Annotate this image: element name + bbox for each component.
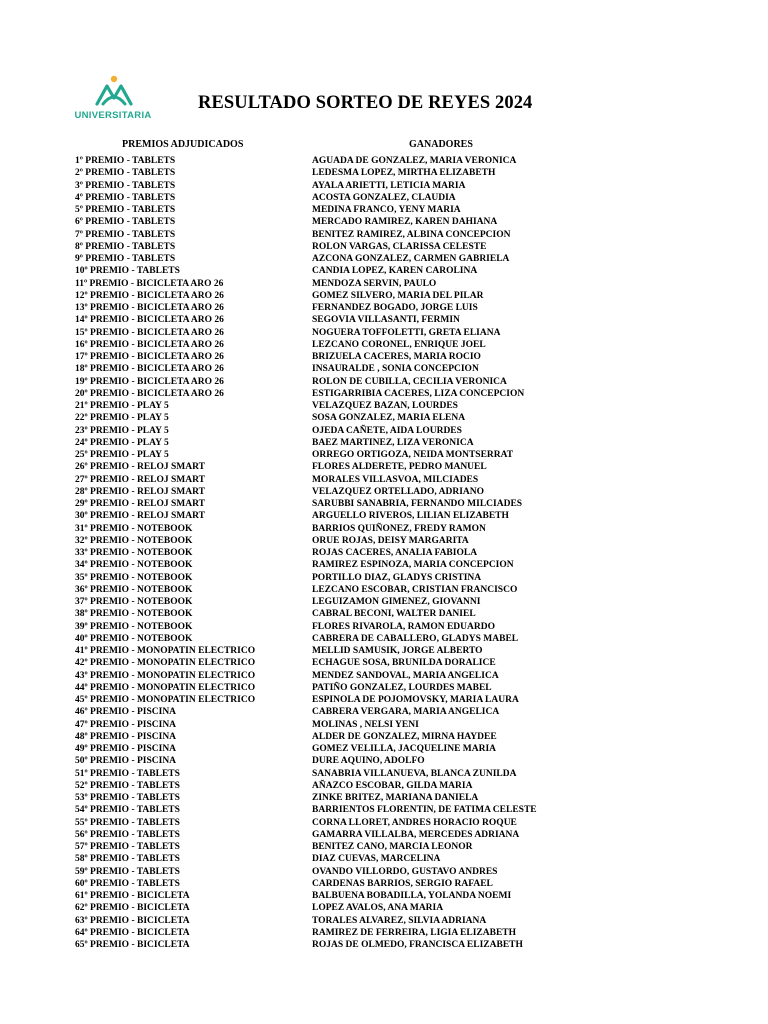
list-item: [0, 804, 768, 816]
prize-label: 56º PREMIO - TABLETS: [75, 829, 180, 840]
list-item: [0, 376, 768, 388]
winner-name: AZCONA GONZALEZ, CARMEN GABRIELA: [312, 254, 510, 264]
list-item: [0, 400, 768, 412]
list-item: [0, 204, 768, 216]
list-item: [0, 780, 768, 792]
winner-name: CANDIA LOPEZ, KAREN CAROLINA: [312, 266, 478, 277]
prize-label: 45º PREMIO - MONOPATIN ELECTRICO: [75, 695, 256, 705]
prize-label: 29º PREMIO - RELOJ SMART: [75, 499, 205, 509]
prize-label: 23º PREMIO - PLAY 5: [75, 425, 169, 436]
list-item: [0, 327, 768, 339]
results-list: [0, 155, 768, 951]
list-item: [0, 841, 768, 853]
prize-label: 35º PREMIO - NOTEBOOK: [75, 572, 193, 583]
prize-label: 62º PREMIO - BICICLETA: [75, 903, 190, 914]
winner-name: TORALES ALVAREZ, SILVIA ADRIANA: [312, 915, 487, 926]
winner-name: CABRERA VERGARA, MARIA ANGELICA: [312, 707, 500, 718]
winner-name: SEGOVIA VILLASANTI, FERMIN: [312, 315, 460, 326]
prize-label: 59º PREMIO - TABLETS: [75, 866, 180, 877]
winner-name: ROJAS DE OLMEDO, FRANCISCA ELIZABETH: [312, 940, 523, 950]
prize-label: 16º PREMIO - BICICLETA ARO 26: [75, 339, 224, 350]
list-item: [0, 559, 768, 571]
prize-label: 4º PREMIO - TABLETS: [75, 192, 176, 203]
list-item: [0, 278, 768, 290]
list-item: [0, 829, 768, 841]
column-header-winners: GANADORES: [409, 139, 473, 150]
prize-label: 46º PREMIO - PISCINA: [75, 707, 177, 718]
list-item: [0, 890, 768, 902]
list-item: [0, 351, 768, 363]
prize-label: 3º PREMIO - TABLETS: [75, 180, 176, 191]
list-item: [0, 866, 768, 878]
prize-label: 1º PREMIO - TABLETS: [75, 156, 176, 166]
winner-name: CORNA LLORET, ANDRES HORACIO ROQUE: [312, 817, 517, 828]
winner-name: BALBUENA BOBADILLA, YOLANDA NOEMI: [312, 891, 512, 901]
prize-label: 61º PREMIO - BICICLETA: [75, 891, 190, 901]
winner-name: BARRIENTOS FLORENTIN, DE FATIMA CELESTE: [312, 805, 537, 816]
list-item: [0, 902, 768, 914]
list-item: [0, 817, 768, 829]
prize-label: 11º PREMIO - BICICLETA ARO 26: [75, 278, 224, 289]
prize-label: 6º PREMIO - TABLETS: [75, 217, 176, 228]
list-item: [0, 645, 768, 657]
list-item: [0, 363, 768, 375]
list-item: [0, 584, 768, 596]
winner-name: ROLON VARGAS, CLARISSA CELESTE: [312, 241, 487, 252]
prize-label: 22º PREMIO - PLAY 5: [75, 413, 169, 424]
prize-label: 42º PREMIO - MONOPATIN ELECTRICO: [75, 658, 256, 669]
winner-name: LEDESMA LOPEZ, MIRTHA ELIZABETH: [312, 168, 496, 179]
prize-label: 38º PREMIO - NOTEBOOK: [75, 609, 193, 620]
list-item: [0, 265, 768, 277]
prize-label: 60º PREMIO - TABLETS: [75, 878, 180, 889]
prize-label: 33º PREMIO - NOTEBOOK: [75, 548, 193, 558]
universitaria-logo: [70, 74, 160, 124]
winner-name: GOMEZ SILVERO, MARIA DEL PILAR: [312, 290, 484, 301]
prize-label: 55º PREMIO - TABLETS: [75, 817, 180, 828]
prize-label: 19º PREMIO - BICICLETA ARO 26: [75, 376, 224, 387]
winner-name: BENITEZ CANO, MARCIA LEONOR: [312, 842, 473, 852]
list-item: [0, 596, 768, 608]
prize-label: 44º PREMIO - MONOPATIN ELECTRICO: [75, 682, 256, 693]
winner-name: ARGUELLO RIVEROS, LILIAN ELIZABETH: [312, 511, 509, 522]
list-item: [0, 878, 768, 890]
list-item: [0, 167, 768, 179]
list-item: [0, 621, 768, 633]
winner-name: SOSA GONZALEZ, MARIA ELENA: [312, 413, 466, 424]
winner-name: ROLON DE CUBILLA, CECILIA VERONICA: [312, 376, 507, 387]
logo-text: UNIVERSITARIA: [74, 110, 152, 121]
prize-label: 27º PREMIO - RELOJ SMART: [75, 474, 205, 485]
winner-name: LOPEZ AVALOS, ANA MARIA: [312, 903, 444, 914]
prize-label: 31º PREMIO - NOTEBOOK: [75, 523, 193, 534]
winner-name: ORREGO ORTIGOZA, NEIDA MONTSERRAT: [312, 450, 514, 460]
list-item: [0, 731, 768, 743]
winner-name: MELLID SAMUSIK, JORGE ALBERTO: [312, 646, 483, 656]
prize-label: 54º PREMIO - TABLETS: [75, 805, 180, 816]
winner-name: CABRERA DE CABALLERO, GLADYS MABEL: [312, 633, 519, 644]
prize-label: 37º PREMIO - NOTEBOOK: [75, 597, 193, 607]
prize-label: 39º PREMIO - NOTEBOOK: [75, 621, 193, 632]
prize-label: 8º PREMIO - TABLETS: [75, 241, 176, 252]
list-item: [0, 694, 768, 706]
prize-label: 48º PREMIO - PISCINA: [75, 731, 177, 742]
list-item: [0, 155, 768, 167]
winner-name: MEDINA FRANCO, YENY MARIA: [312, 205, 461, 215]
list-item: [0, 425, 768, 437]
list-item: [0, 572, 768, 584]
prize-label: 30º PREMIO - RELOJ SMART: [75, 511, 205, 522]
list-item: [0, 241, 768, 253]
prize-label: 24º PREMIO - PLAY 5: [75, 437, 169, 448]
winner-name: LEGUIZAMON GIMENEZ, GIOVANNI: [312, 597, 481, 607]
list-item: [0, 229, 768, 241]
prize-label: 18º PREMIO - BICICLETA ARO 26: [75, 364, 224, 375]
winner-name: AÑAZCO ESCOBAR, GILDA MARIA: [312, 780, 473, 791]
winner-name: GAMARRA VILLALBA, MERCEDES ADRIANA: [312, 829, 520, 840]
prize-label: 65º PREMIO - BICICLETA: [75, 940, 190, 950]
winner-name: FERNANDEZ BOGADO, JORGE LUIS: [312, 303, 478, 313]
list-item: [0, 755, 768, 767]
list-item: [0, 180, 768, 192]
list-item: [0, 412, 768, 424]
winner-name: BRIZUELA CACERES, MARIA ROCIO: [312, 352, 481, 362]
list-item: [0, 915, 768, 927]
list-item: [0, 547, 768, 559]
prize-label: 57º PREMIO - TABLETS: [75, 842, 180, 852]
prize-label: 25º PREMIO - PLAY 5: [75, 450, 169, 460]
winner-name: ORUE ROJAS, DEISY MARGARITA: [312, 535, 469, 546]
list-item: [0, 743, 768, 755]
winner-name: ESTIGARRIBIA CACERES, LIZA CONCEPCION: [312, 388, 525, 399]
prize-label: 21º PREMIO - PLAY 5: [75, 401, 169, 411]
list-item: [0, 927, 768, 939]
winner-name: PORTILLO DIAZ, GLADYS CRISTINA: [312, 572, 482, 583]
winner-name: CABRAL BECONI, WALTER DANIEL: [312, 609, 476, 620]
winner-name: NOGUERA TOFFOLETTI, GRETA ELIANA: [312, 327, 501, 338]
winner-name: FLORES ALDERETE, PEDRO MANUEL: [312, 462, 487, 473]
winner-name: SANABRIA VILLANUEVA, BLANCA ZUNILDA: [312, 768, 517, 779]
prize-label: 52º PREMIO - TABLETS: [75, 780, 180, 791]
winner-name: SARUBBI SANABRIA, FERNANDO MILCIADES: [312, 499, 523, 509]
list-item: [0, 486, 768, 498]
prize-label: 49º PREMIO - PISCINA: [75, 744, 177, 754]
prize-label: 5º PREMIO - TABLETS: [75, 205, 176, 215]
winner-name: VELAZQUEZ BAZAN, LOURDES: [312, 401, 458, 411]
winner-name: MENDEZ SANDOVAL, MARIA ANGELICA: [312, 670, 499, 681]
winner-name: OJEDA CAÑETE, AIDA LOURDES: [312, 425, 462, 436]
prize-label: 41º PREMIO - MONOPATIN ELECTRICO: [75, 646, 256, 656]
prize-label: 7º PREMIO - TABLETS: [75, 229, 176, 240]
prize-label: 26º PREMIO - RELOJ SMART: [75, 462, 205, 473]
winner-name: RAMIREZ ESPINOZA, MARIA CONCEPCION: [312, 560, 514, 571]
list-item: [0, 608, 768, 620]
list-item: [0, 314, 768, 326]
list-item: [0, 461, 768, 473]
winner-name: ESPINOLA DE POJOMOVSKY, MARIA LAURA: [312, 695, 519, 705]
list-item: [0, 535, 768, 547]
prize-label: 36º PREMIO - NOTEBOOK: [75, 584, 193, 595]
list-item: [0, 792, 768, 804]
prize-label: 10º PREMIO - TABLETS: [75, 266, 180, 277]
prize-label: 12º PREMIO - BICICLETA ARO 26: [75, 290, 224, 301]
prize-label: 13º PREMIO - BICICLETA ARO 26: [75, 303, 224, 313]
list-item: [0, 474, 768, 486]
winner-name: INSAURALDE , SONIA CONCEPCION: [312, 364, 479, 375]
winner-name: FLORES RIVAROLA, RAMON EDUARDO: [312, 621, 495, 632]
list-item: [0, 253, 768, 265]
winner-name: DURE AQUINO, ADOLFO: [312, 756, 425, 767]
prize-label: 58º PREMIO - TABLETS: [75, 854, 180, 865]
winner-name: BENITEZ RAMIREZ, ALBINA CONCEPCION: [312, 229, 511, 240]
prize-label: 43º PREMIO - MONOPATIN ELECTRICO: [75, 670, 256, 681]
list-item: [0, 706, 768, 718]
winner-name: RAMIREZ DE FERREIRA, LIGIA ELIZABETH: [312, 927, 517, 938]
prize-label: 53º PREMIO - TABLETS: [75, 793, 180, 803]
winner-name: VELAZQUEZ ORTELLADO, ADRIANO: [312, 486, 485, 497]
winner-name: OVANDO VILLORDO, GUSTAVO ANDRES: [312, 866, 498, 877]
winner-name: ZINKE BRITEZ, MARIANA DANIELA: [312, 793, 479, 803]
list-item: [0, 657, 768, 669]
list-item: [0, 388, 768, 400]
list-item: [0, 682, 768, 694]
winner-name: DIAZ CUEVAS, MARCELINA: [312, 854, 441, 865]
winner-name: MOLINAS , NELSI YENI: [312, 719, 419, 730]
list-item: [0, 339, 768, 351]
list-item: [0, 853, 768, 865]
prize-label: 34º PREMIO - NOTEBOOK: [75, 560, 193, 571]
winner-name: BARRIOS QUIÑONEZ, FREDY RAMON: [312, 523, 486, 534]
winner-name: LEZCANO ESCOBAR, CRISTIAN FRANCISCO: [312, 584, 518, 595]
list-item: [0, 449, 768, 461]
prize-label: 28º PREMIO - RELOJ SMART: [75, 486, 205, 497]
winner-name: BAEZ MARTINEZ, LIZA VERONICA: [312, 437, 474, 448]
page-title: RESULTADO SORTEO DE REYES 2024: [198, 93, 533, 113]
list-item: [0, 192, 768, 204]
list-item: [0, 216, 768, 228]
winner-name: GOMEZ VELILLA, JACQUELINE MARIA: [312, 744, 497, 754]
prize-label: 2º PREMIO - TABLETS: [75, 168, 176, 179]
logo-mark-icon: [94, 74, 134, 108]
prize-label: 20º PREMIO - BICICLETA ARO 26: [75, 388, 224, 399]
list-item: [0, 633, 768, 645]
prize-label: 32º PREMIO - NOTEBOOK: [75, 535, 193, 546]
list-item: [0, 670, 768, 682]
list-item: [0, 719, 768, 731]
list-item: [0, 302, 768, 314]
prize-label: 50º PREMIO - PISCINA: [75, 756, 177, 767]
prize-label: 64º PREMIO - BICICLETA: [75, 927, 190, 938]
winner-name: MERCADO RAMIREZ, KAREN DAHIANA: [312, 217, 498, 228]
prize-label: 47º PREMIO - PISCINA: [75, 719, 177, 730]
list-item: [0, 290, 768, 302]
winner-name: PATIÑO GONZALEZ, LOURDES MABEL: [312, 682, 492, 693]
prize-label: 15º PREMIO - BICICLETA ARO 26: [75, 327, 224, 338]
winner-name: ROJAS CACERES, ANALIA FABIOLA: [312, 548, 478, 558]
list-item: [0, 510, 768, 522]
winner-name: AGUADA DE GONZALEZ, MARIA VERONICA: [312, 156, 517, 166]
list-item: [0, 523, 768, 535]
prize-label: 51º PREMIO - TABLETS: [75, 768, 180, 779]
prize-label: 9º PREMIO - TABLETS: [75, 254, 176, 264]
winner-name: AYALA ARIETTI, LETICIA MARIA: [312, 180, 466, 191]
prize-label: 17º PREMIO - BICICLETA ARO 26: [75, 352, 224, 362]
winner-name: LEZCANO CORONEL, ENRIQUE JOEL: [312, 339, 486, 350]
winner-name: MENDOZA SERVIN, PAULO: [312, 278, 437, 289]
winner-name: ALDER DE GONZALEZ, MIRNA HAYDEE: [312, 731, 497, 742]
list-item: [0, 437, 768, 449]
winner-name: MORALES VILLASVOA, MILCIADES: [312, 474, 479, 485]
prize-label: 40º PREMIO - NOTEBOOK: [75, 633, 193, 644]
list-item: [0, 768, 768, 780]
column-header-prizes: PREMIOS ADJUDICADOS: [122, 139, 244, 150]
list-item: [0, 498, 768, 510]
prize-label: 63º PREMIO - BICICLETA: [75, 915, 190, 926]
list-item: [0, 939, 768, 951]
winner-name: ECHAGUE SOSA, BRUNILDA DORALICE: [312, 658, 496, 669]
winner-name: ACOSTA GONZALEZ, CLAUDIA: [312, 192, 456, 203]
prize-label: 14º PREMIO - BICICLETA ARO 26: [75, 315, 224, 326]
winner-name: CARDENAS BARRIOS, SERGIO RAFAEL: [312, 878, 493, 889]
